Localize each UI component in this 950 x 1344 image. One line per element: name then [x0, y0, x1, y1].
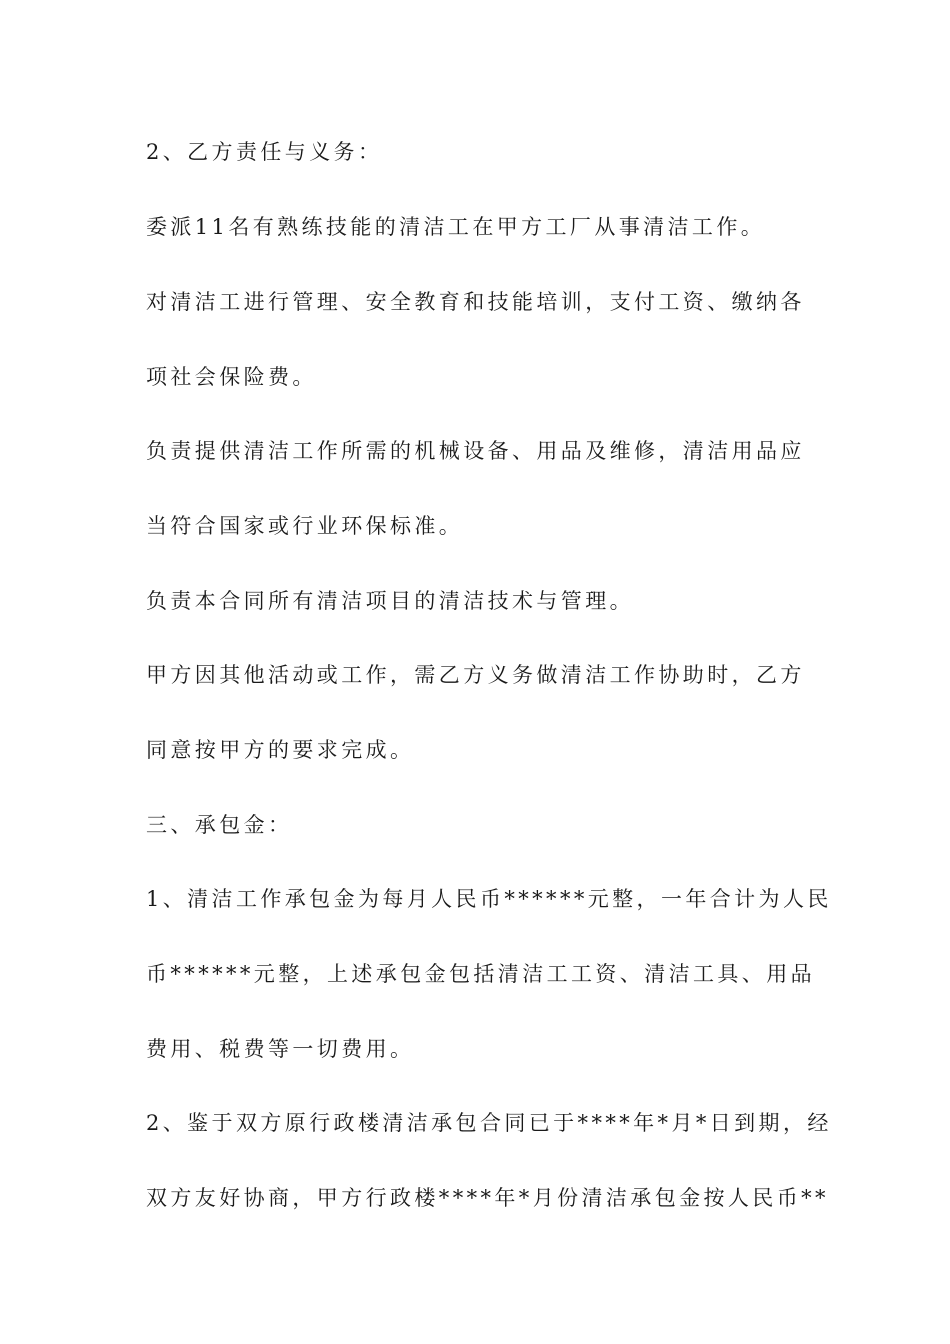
paragraph-line: 负责提供清洁工作所需的机械设备、用品及维修，清洁用品应 — [146, 439, 805, 463]
paragraph-line: 2、鉴于双方原行政楼清洁承包合同已于****年*月*日到期，经 — [146, 1111, 832, 1135]
paragraph-line: 负责本合同所有清洁项目的清洁技术与管理。 — [146, 589, 634, 613]
paragraph-line: 委派11名有熟练技能的清洁工在甲方工厂从事清洁工作。 — [146, 215, 766, 239]
section-heading-party-b-duties: 2、乙方责任与义务： — [146, 140, 383, 164]
paragraph-line: 1、清洁工作承包金为每月人民币******元整，一年合计为人民 — [146, 887, 832, 911]
paragraph-line: 对清洁工进行管理、安全教育和技能培训，支付工资、缴纳各 — [146, 290, 805, 314]
paragraph-line: 双方友好协商，甲方行政楼****年*月份清洁承包金按人民币** — [146, 1186, 829, 1210]
paragraph-line: 币******元整，上述承包金包括清洁工工资、清洁工具、用品 — [146, 962, 815, 986]
paragraph-line: 当符合国家或行业环保标准。 — [146, 514, 464, 538]
paragraph-line: 费用、税费等一切费用。 — [146, 1037, 415, 1061]
section-heading-contract-fee: 三、承包金： — [146, 813, 293, 837]
paragraph-line: 甲方因其他活动或工作，需乙方义务做清洁工作协助时，乙方 — [146, 663, 805, 687]
paragraph-line: 项社会保险费。 — [146, 365, 317, 389]
paragraph-line: 同意按甲方的要求完成。 — [146, 738, 415, 762]
